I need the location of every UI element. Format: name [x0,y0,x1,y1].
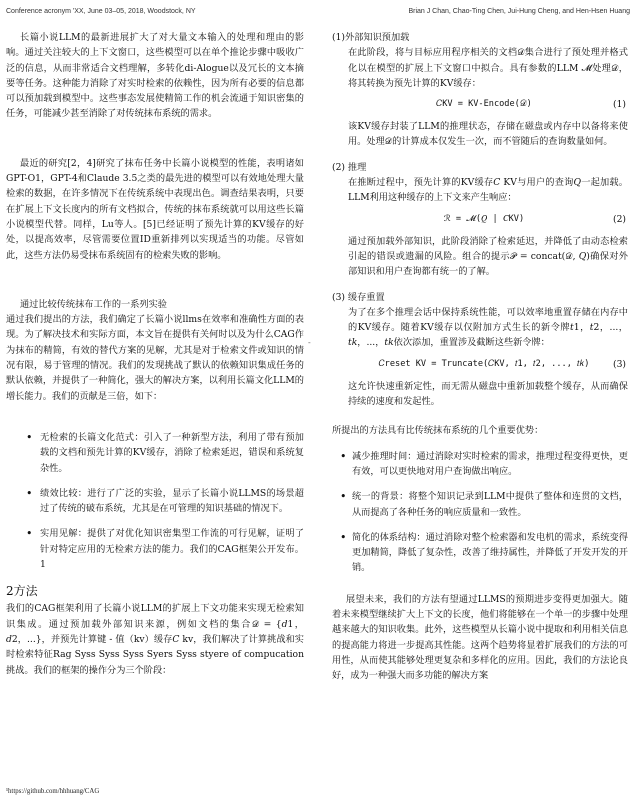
step-1-body: 在此阶段，将与目标应用程序相关的文档𝒟集合进行了预处理并格式化以在模型的扩展上下文窗口中拟合。具有参数的LLM 𝓜处理𝒟，将其转换为预先计算的KV缓存： [348,47,628,89]
step-2-after: 通过预加载外部知识，此阶段消除了检索延迟，并降低了由动态检索引起的错误或遗漏的风险。组合的提示𝒫 = concat(𝒟, 𝑄)确保对外部知识和用户查询都有统一的了解。 [348,235,628,278]
section-title-method: 2方法 [6,584,38,599]
paragraph-closing: 展望未来，我们的方法有望通过LLMS的预期进步变得更加强大。随着未来模型继续扩大上下文的长度，他们将能够在一个单一的步骤中处理越来越大的知识收集。此外，这些模型从长篇小说中提取和利用相关信息的提高能力将进一步提高其性能。这两个趋势将显着扩展我们的方法的可用性，从而使其能够处理更复杂和多样化的应用。因此，我们的方法论良好，成为一种强大而多功能的解决方案 [332,593,628,682]
step-1-after: 该KV缓存封装了LLM的推理状态，存储在磁盘或内存中以备将来使用。处理𝒟的计算成本仅发生一次，而不管随后的查询数量如何。 [348,121,628,148]
list-item: • 统一的背景：将整个知识记录到LLM中提供了整体和连贯的文档，从而提高了各种任务的响应质量和一致性。 [332,489,628,520]
left-column [6,30,304,678]
step-2-body: 在推断过程中，预先计算的KV缓存𝐶 KV与用户的查询𝑄一起加载。LLM利用这种缓存的上下文来产生响应： [348,177,628,204]
equation-3-number: (3) [612,358,626,370]
list-item: • 绩效比较：进行了广泛的实验，显示了长篇小说LLMS的场景超过了传统的破布系统，尤其是在可管理的知识基础的情况下。 [6,486,304,517]
step-2-title: (2) 推理 [332,161,367,173]
advantages-list [332,449,628,576]
list-item: • 实用见解：提供了对优化知识密集型工作流的可行见解，证明了针对特定应用的无检索方法的能力。我们的CAG框架公开发布。1 [6,526,304,572]
running-header-left: Conference acronym 'XX, June 03–05, 2018, Woodstock, NY [6,8,196,15]
paragraph-intro-2: 最近的研究[2，4]研究了抹布任务中长篇小说模型的性能，表明诸如GPT-O1，GPT-4和Claude 3.5之类的最先进的模型可以有效地处理大量检索的数据，在许多情况下在传统系统中表现出色。调查结果表明，只要在扩展上下文长度内的所有文档拟合，传统的抹布系统就可以用这些长篇小说模型代替。同样，Lu等人。[5]已经证明了预先计算的KV缓存的好处，以提高效率，尽管需要位置ID重新排列以实现适当的功能。尽管如此，这些方法仍易受抹布系统固有的检索失败的影响。 [6,157,304,261]
equation-1-formula: 𝐶KV = KV-Encode(𝒟) [436,99,532,110]
equation-1 [364,97,628,113]
equation-2-number: (2) [612,213,626,225]
equation-2 [364,212,628,228]
list-item: • 减少推理时间：通过消除对实时检索的需求，推理过程变得更快，更有效，可以更快地对用户查询做出响应。 [332,449,628,480]
step-3-body: 为了在多个推理会话中保持系统性能，可以效率地重置存储在内存中的KV缓存。随着KV缓存以仅附加方式生长的新令牌𝑡1，𝑡2，...，𝑡𝑘，...，𝑡𝑘依次添加，重置涉及截断这些新令牌： [348,306,628,349]
equation-3 [364,357,628,373]
advantages-intro: 所提出的方法具有比传统抹布系统的几个重要优势： [332,425,544,437]
list-item: • 无检索的长篇文化范式：引入了一种新型方法，利用了带有预加载的文档和预先计算的KV缓存，消除了检索延迟，错误和系统复杂性。 [6,430,304,476]
contribution-list [6,430,304,572]
paper-page: Conference acronym 'XX, June 03–05, 2018, Woodstock, NY Brian J Chan, Chao-Ting Chen, Jui-Hung Cheng, and Hen-Hsen Huang 长篇小说LLM的最新进展扩大了对大量文本输入的处理和理由的影响。通过关注较大的上下文窗口，这些模型可以在单个推论步骤中吸收广泛的信息，从而非常适合文档理解，多转化di-Alogue以及冗长的文本摘要等任务。这种能力消除了对实时检索的依赖性，因为所有必要的信息都可以预加载到模型中。这些事态发展使精简工作的机会流通于知识密集的任务，可能减少甚至消除了对传统抹布系统的需求。 最近的研究[2，4]研究了抹布任务中长篇小说模型的性能，表明诸如GPT-O1，GPT-4和Claude 3.5之类的最先进的模型可以有效地处理大量检索的数据，在许多情况下在传统系统中表现出色。调查结果表明，只要在扩展上下文长度内的所有文档拟合，传统的抹布系统就可以用这些长篇小说模型代替。同样，Lu等人。[5]已经证明了预先计算的KV缓存的好处，以提高效率，尽管需要位置ID重新排列以实现适当的功能。尽管如此，这些方法仍易受抹布系统固有的检索失败的影响。 通过比较传统抹布工作的一系列实验 通过我们提出的方法，我们确定了长篇小说llms在效率和准确性方面的表现。为了解决技术和实际方面，本文旨在提供有关何时以及为什么CAG作为抹布的精简，有效的替代方案的见解，尤其是对于检索文件或知识的情况有限，易于管理的情况。我们的发现挑战了默认的依赖知识集成任务的默认依赖，并提供了一种简化，强大的解决方案，以利用长篇文化LLM的增长能力。我们的贡献是三倍，如下： • 无检索的长篇文化范式：引入了一种新型方法，利用了带有预加载的文档和预先计算的KV缓存，消除了检索延迟，错误和系统复杂性。 • 绩效比较：进行了广泛的实验，显示了长篇小说LLMS的场景超过了传统的破布系统，尤其是在可管理的知识基础的情况下。 • 实用见解：提供了对优化知识密集型工作流的可行见解，证明了针对特定应用的无检索方法的能力。我们的CAG框架公开发布。1 2方法 我们的CAG框架利用了长篇小说LLM的扩展上下文功能来实现无检索知识集成。通过预加载外部知识来源，例如文档的集合𝒟 = {𝑑1，𝑑2，...}，并预先计算键 - 值（kv）缓存𝐶 kv，我们解决了计算挑战和实时检索特征Rag Syss Syss Syss Syers Syss styere of compucation挑战。我们的框架的操作分为三个阶段： - (1)外部知识预加载 在此阶段，将与目标应用程序相关的文档𝒟集合进行了预处理并格式化以在模型的扩展上下文窗口中拟合。具有参数的LLM 𝓜处理𝒟，将其转换为预先计算的KV缓存： 𝐶KV = KV-Encode(𝒟) (1) 该KV缓存封装了LLM的推理状态，存储在磁盘或内存中以备将来使用。处理𝒟的计算成本仅发生一次，而不管随后的查询数量如何。 (2) 推理 在推断过程中，预先计算的KV缓存𝐶 KV与用户的查询𝑄一起加载。LLM利用这种缓存的上下文来产生响应： ℛ = 𝓜(𝑄 | 𝐶KV) (2) 通过预加载外部知识，此阶段消除了检索延迟，并降低了由动态检索引起的错误或遗漏的风险。组合的提示𝒫 = concat(𝒟, 𝑄)确保对外部知识和用户查询都有统一的了解。 (3) 缓存重置 为了在多个推理会话中保持系统性能，可以效率地重置存储在内存中的KV缓存。随着KV缓存以仅附加方式生长的新令牌𝑡1，𝑡2，...，𝑡𝑘，...，𝑡𝑘依次添加，重置涉及截断这些新令牌： 𝐶reset KV = Truncate(𝐶KV, 𝑡1, 𝑡2, ..., 𝑡𝑘) (3) 这允许快速重新定性，而无需从磁盘中重新加载整个缓存，从而确保持续的速度和发起性。 所提出的方法具有比传统抹布系统的几个重要优势： • 减少推理时间：通过消除对实时检索的需求，推理过程变得更快，更有效，可以更快地对用户查询做出响应。 • 统一的背景：将整个知识记录到LLM中提供了整体和连贯的文档，从而提高了各种任务的响应质量和一致性。 • 简化的体系结构：通过消除对整个检索器和发电机的需求，系统变得更加精简，降低了复杂性，改善了维持属性，并降低了开发开发的开销。 展望未来，我们的方法有望通过LLMS的预期进步变得更加强大。随着未来模型继续扩大上下文的长度，他们将能够在一个单一的步骤中处理越来越大的知识收集。此外，这些模型从长篇小说中提取和利用相关信息的提高能力将进一步提高其性能。这两个趋势将显着扩展我们的方法的可用性，从而使其能够处理更复杂和多样化的应用。因此，我们的方法论良好，成为一种强大而多功能的解决方案 ¹https://github.com/hhhuang/CAG [0,0,636,806]
list-item: • 简化的体系结构：通过消除对整个检索器和发电机的需求，系统变得更加精简，降低了复杂性，改善了维持属性，并降低了开发开发的开销。 [332,530,628,576]
paragraph-intro-1: 长篇小说LLM的最新进展扩大了对大量文本输入的处理和理由的影响。通过关注较大的上下文窗口，这些模型可以在单个推论步骤中吸收广泛的信息，从而非常适合文档理解，多转化di-Alogue以及冗长的文本摘要等任务。这种能力消除了对实时检索的依赖性，因为所有必要的信息都可以预加载到模型中。这些事态发展使精简工作的机会流通于知识密集的任务，可能减少甚至消除了对传统抹布系统的需求。 [6,32,304,120]
step-3-after: 这允许快速重新定性，而无需从磁盘中重新加载整个缓存，从而确保持续的速度和发起性。 [348,380,628,408]
equation-3-formula: 𝐶reset KV = Truncate(𝐶KV, 𝑡1, 𝑡2, ..., 𝑡𝑘) [378,358,590,369]
step-1-title: (1)外部知识预加载 [332,32,410,43]
right-column [332,30,628,684]
footnote-link: ¹https://github.com/hhhuang/CAG [6,788,100,795]
paragraph-intro-3-title: 通过比较传统抹布工作的一系列实验 [20,298,167,310]
paragraph-method: 我们的CAG框架利用了长篇小说LLM的扩展上下文功能来实现无检索知识集成。通过预加载外部知识来源，例如文档的集合𝒟 = {𝑑1，𝑑2，...}，并预先计算键 - 值（kv）缓存𝐶 kv，我们解决了计算挑战和实时检索特征Rag Syss Syss Syss Syers Syss styere of compucation挑战。我们的框架的操作分为三个阶段： [6,603,304,676]
step-3-title: (3) 缓存重置 [332,291,385,303]
equation-2-formula: ℛ = 𝓜(𝑄 | 𝐶KV) [443,213,525,224]
paragraph-intro-3: 通过我们提出的方法，我们确定了长篇小说llms在效率和准确性方面的表现。为了解决技术和实际方面，本文旨在提供有关何时以及为什么CAG作为抹布的精简，有效的替代方案的见解，尤其是对于检索文件或知识的情况有限，易于管理的情况。我们的发现挑战了默认的依赖知识集成任务的默认依赖，并提供了一种简化，强大的解决方案，以利用长篇文化LLM的增长能力。我们的贡献是三倍，如下： [6,314,304,402]
running-header-right: Brian J Chan, Chao-Ting Chen, Jui-Hung Cheng, and Hen-Hsen Huang [408,8,630,15]
equation-1-number: (1) [612,99,626,111]
